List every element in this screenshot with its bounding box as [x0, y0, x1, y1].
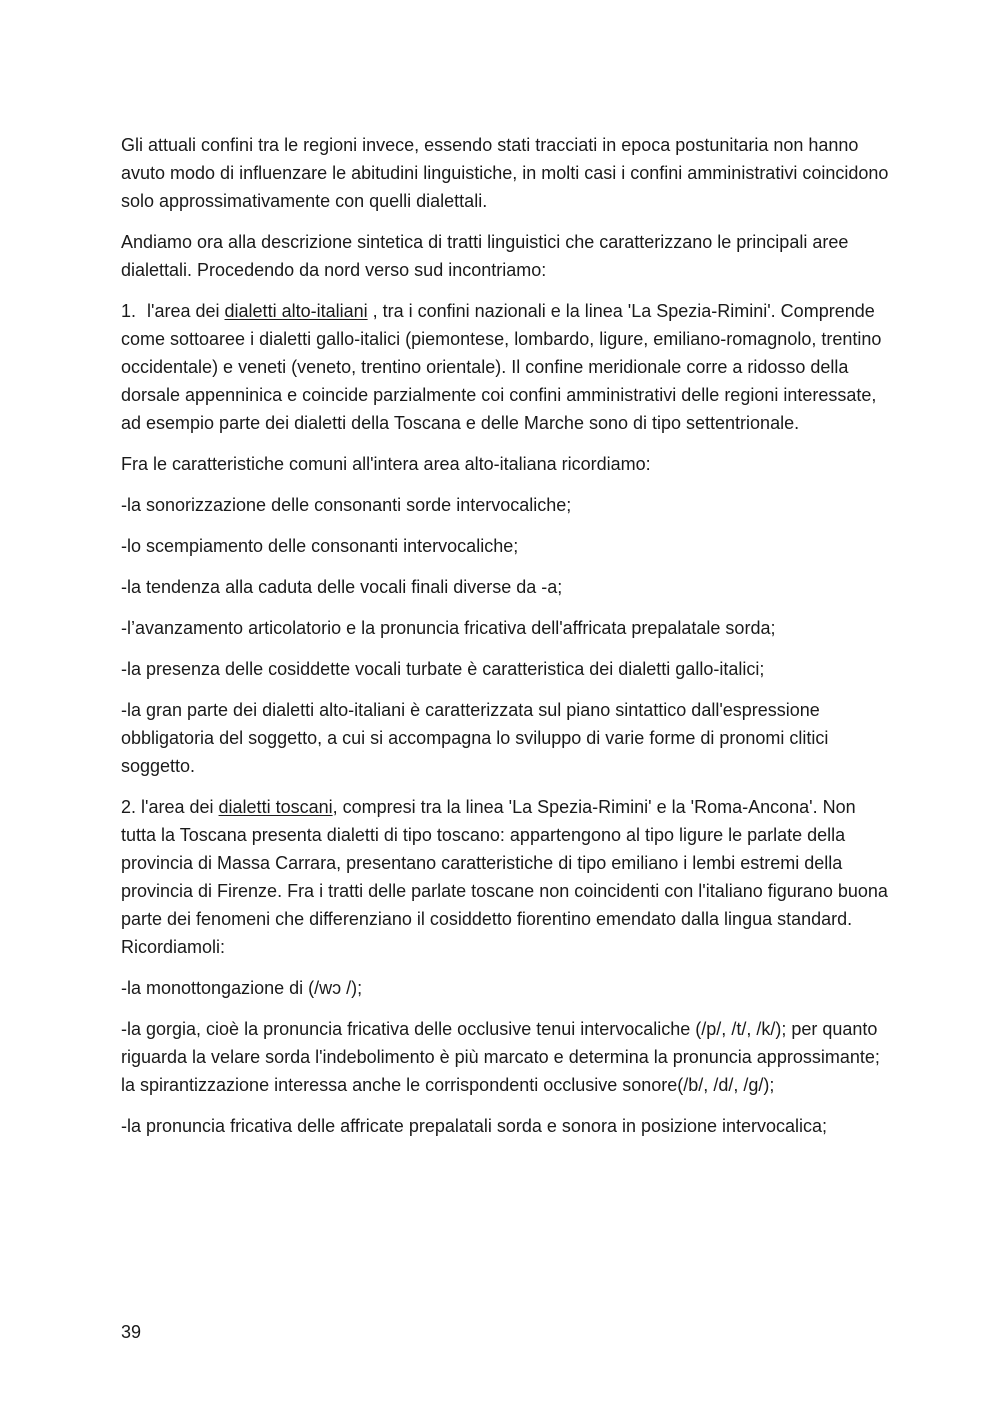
- page-body: [121, 131, 891, 1153]
- list-number: 1.: [121, 301, 137, 321]
- paragraph-caratteristiche-intro: Fra le caratteristiche comuni all'intera area alto-italiana ricordiamo:: [121, 454, 651, 474]
- list-item: -lo scempiamento delle consonanti intervocaliche;: [121, 536, 519, 556]
- list-number: 2.: [121, 797, 137, 817]
- paragraph-area-toscana: [121, 793, 891, 961]
- list-item: -la monottongazione di (/wɔ /);: [121, 978, 363, 998]
- paragraph-text: l'area dei: [147, 301, 220, 321]
- paragraph-area-alto-italiana: [121, 297, 891, 437]
- link-dialetti-toscani[interactable]: dialetti toscani: [218, 797, 333, 817]
- link-dialetti-alto-italiani[interactable]: dialetti alto-italiani: [224, 301, 368, 321]
- paragraph-intro-aree: Andiamo ora alla descrizione sintetica di tratti linguistici che caratterizzano le principali aree dialettali. Procedendo da nord verso sud incontriamo:: [121, 232, 849, 280]
- list-item: -la presenza delle cosiddette vocali turbate è caratteristica dei dialetti gallo-italici;: [121, 659, 765, 679]
- page-number: 39: [121, 1322, 142, 1342]
- paragraph-text: , compresi tra la linea 'La Spezia-Rimini' e la 'Roma-Ancona'. Non tutta la Toscana presenta dialetti di tipo toscano: appartengono al tipo ligure le parlate della provincia di Massa Carrara, presentano caratteristiche di tipo emiliano i lembi estremi della provincia di Firenze. Fra i tratti delle parlate toscane non coincidenti con l'italiano figurano buona parte dei fenomeni che differenziano il cosiddetto fiorentino emendato dalla lingua standard. Ricordiamoli:: [121, 797, 888, 957]
- list-item: -l’avanzamento articolatorio e la pronuncia fricativa dell'affricata prepalatale sorda;: [121, 618, 776, 638]
- paragraph-confini: Gli attuali confini tra le regioni invece, essendo stati tracciati in epoca postunitaria non hanno avuto modo di influenzare le abitudini linguistiche, in molti casi i confini amministrativi coincidono solo approssimativamente con quelli dialettali.: [121, 135, 889, 211]
- list-item: -la gorgia, cioè la pronuncia fricativa delle occlusive tenui intervocaliche (/p/, /t/, /k/); per quanto riguarda la velare sorda l'indebolimento è più marcato e determina la pronuncia approssimante; la spirantizzazione interessa anche le corrispondenti occlusive sonore(/b/, /d/, /g/);: [121, 1019, 880, 1095]
- list-item: -la gran parte dei dialetti alto-italiani è caratterizzata sul piano sintattico dall'espressione obbligatoria del soggetto, a cui si accompagna lo sviluppo di varie forme di pronomi clitici soggetto.: [121, 700, 829, 776]
- paragraph-text: , tra i confini nazionali e la linea 'La Spezia-Rimini'. Comprende come sottoaree i dialetti gallo-italici (piemontese, lombardo, ligure, emiliano-romagnolo, trentino occidentale) e veneti (veneto, trentino orientale). Il confine meridionale corre a ridosso della dorsale appenninica e coincide parzialmente coi confini amministrativi delle regioni interessate, ad esempio parte dei dialetti della Toscana e delle Marche sono di tipo settentrionale.: [121, 301, 882, 433]
- list-item: -la tendenza alla caduta delle vocali finali diverse da -a;: [121, 577, 563, 597]
- list-item: -la pronuncia fricativa delle affricate prepalatali sorda e sonora in posizione intervocalica;: [121, 1116, 828, 1136]
- list-item: -la sonorizzazione delle consonanti sorde intervocaliche;: [121, 495, 572, 515]
- paragraph-text: l'area dei: [141, 797, 214, 817]
